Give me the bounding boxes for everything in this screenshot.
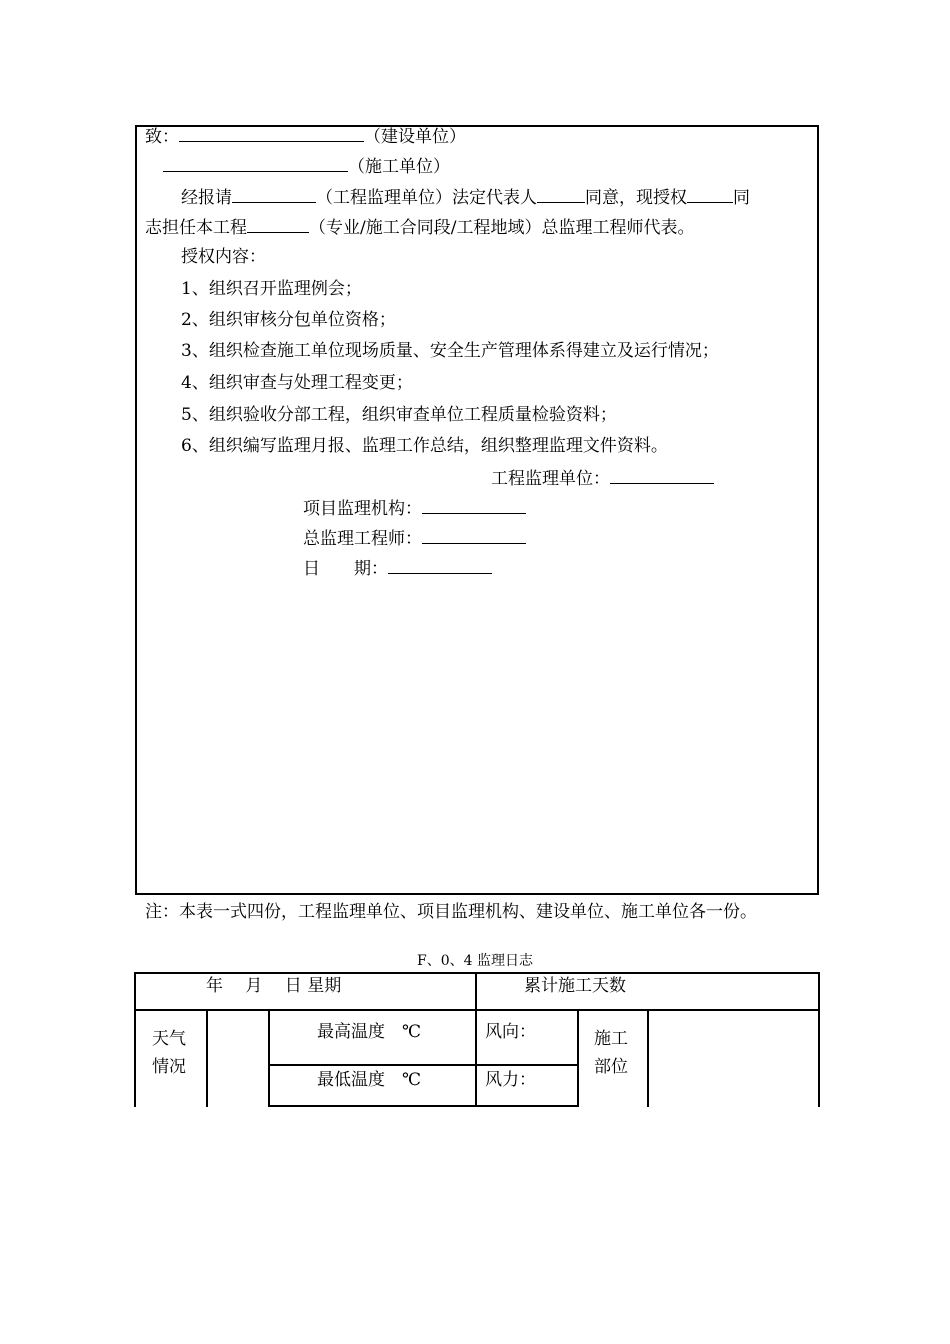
p1-text-c: 同意，现授权 <box>585 188 687 208</box>
sig-chief-label: 总监理工程师： <box>303 529 422 549</box>
table-rule <box>134 972 136 1107</box>
form-note: 注：本表一式四份，工程监理单位、项目监理机构、建设单位、施工单位各一份。 <box>145 902 757 922</box>
date-header: 年 月 日 星期 <box>206 976 342 996</box>
construction-unit-blank[interactable] <box>179 125 364 142</box>
sig-company-label: 工程监理单位： <box>491 469 610 489</box>
authorized-person-blank[interactable] <box>687 186 733 203</box>
supervision-unit-blank[interactable] <box>232 186 316 203</box>
auth-item: 6、组织编写监理月报、监理工作总结，组织整理监理文件资料。 <box>181 436 668 456</box>
contractor-unit-label: （施工单位） <box>348 157 450 177</box>
sig-chief-line <box>303 527 526 549</box>
auth-item: 3、组织检查施工单位现场质量、安全生产管理体系得建立及运行情况； <box>181 341 719 361</box>
weather-label-1: 天气 <box>152 1029 186 1049</box>
contractor-line <box>163 155 450 177</box>
sig-project-blank[interactable] <box>422 497 526 514</box>
table-rule <box>475 972 477 1107</box>
max-temp-label: 最高温度 ℃ <box>317 1022 422 1042</box>
sig-project-label: 项目监理机构： <box>303 499 422 519</box>
sig-date-line <box>303 557 492 579</box>
cumulative-days-header: 累计施工天数 <box>524 976 626 996</box>
sig-date-blank[interactable] <box>388 557 492 574</box>
sig-project-line <box>303 497 526 519</box>
table-rule <box>577 1009 579 1107</box>
auth-heading: 授权内容： <box>181 247 266 267</box>
table-rule <box>818 972 820 1107</box>
wind-direction-label: 风向： <box>485 1022 536 1042</box>
p1-text-a: 经报请 <box>181 188 232 208</box>
legal-rep-blank[interactable] <box>537 186 585 203</box>
weather-label-2: 情况 <box>152 1057 186 1077</box>
construction-unit-label: （建设单位） <box>364 127 466 147</box>
construction-part-label-1: 施工 <box>594 1029 628 1049</box>
log-caption: F、0、4 监理日志 <box>417 953 533 969</box>
table-rule <box>268 1105 578 1107</box>
sig-company-blank[interactable] <box>610 467 714 484</box>
p2-text-b: （专业/施工合同段/工程地域）总监理工程师代表。 <box>309 218 695 238</box>
auth-item: 5、组织验收分部工程，组织审查单位工程质量检验资料； <box>181 405 617 425</box>
paragraph-line-2 <box>145 216 694 238</box>
project-blank[interactable] <box>247 216 309 233</box>
table-rule <box>134 1009 820 1011</box>
to-label: 致： <box>145 127 179 147</box>
wind-force-label: 风力： <box>485 1070 536 1090</box>
auth-item: 1、组织召开监理例会； <box>181 279 362 299</box>
sig-company-line <box>491 467 714 489</box>
auth-item: 4、组织审查与处理工程变更； <box>181 373 413 393</box>
to-line <box>145 125 466 147</box>
p1-text-d: 同 <box>733 188 750 208</box>
sig-date-label: 日 期： <box>303 559 388 579</box>
table-rule <box>647 1009 649 1107</box>
auth-item: 2、组织审核分包单位资格； <box>181 310 396 330</box>
table-rule <box>206 1009 208 1107</box>
p2-text-a: 志担任本工程 <box>145 218 247 238</box>
contractor-unit-blank[interactable] <box>163 155 348 172</box>
supervision-log-table <box>134 972 820 1107</box>
p1-text-b: （工程监理单位）法定代表人 <box>316 188 537 208</box>
sig-chief-blank[interactable] <box>422 527 526 544</box>
table-rule <box>268 1009 270 1107</box>
paragraph-line-1 <box>181 186 750 208</box>
construction-part-label-2: 部位 <box>594 1057 628 1077</box>
min-temp-label: 最低温度 ℃ <box>317 1070 422 1090</box>
